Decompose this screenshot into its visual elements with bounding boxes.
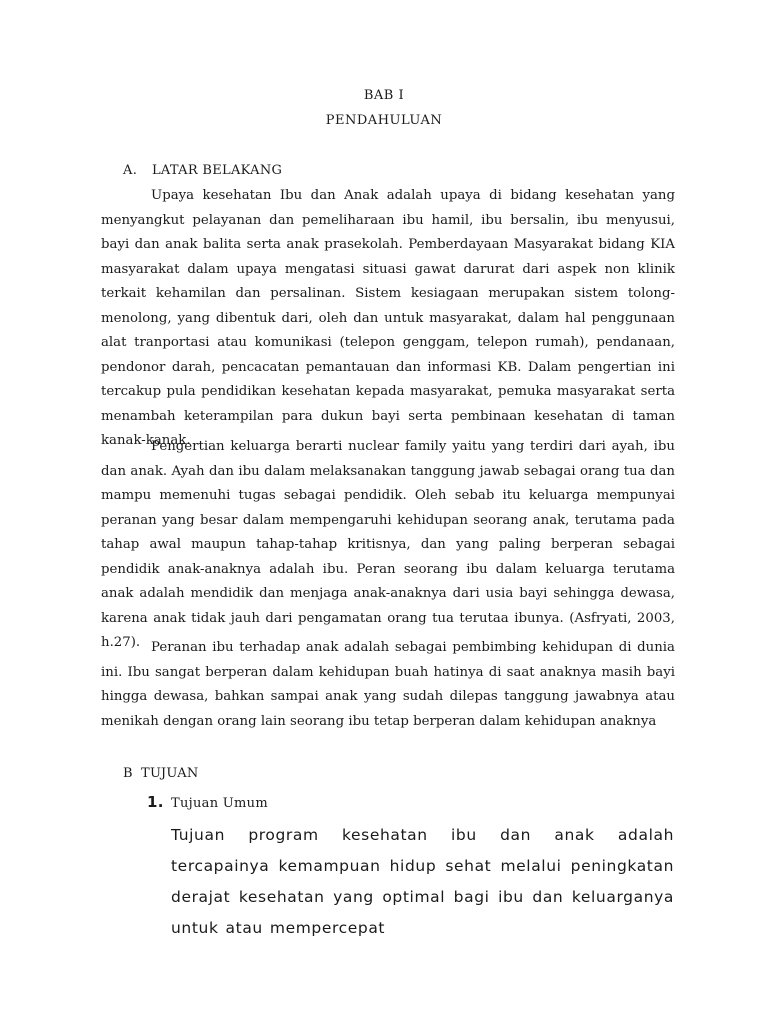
- list-item-title: Tujuan Umum: [171, 796, 268, 811]
- chapter-number: BAB I: [363, 88, 405, 103]
- chapter-title: PENDAHULUAN: [325, 113, 443, 128]
- section-b-title: TUJUAN: [141, 766, 199, 781]
- list-item-number: 1.: [147, 793, 164, 811]
- paragraph-3: [101, 636, 675, 734]
- list-item-body: Tujuan program kesehatan ibu dan anak adalah tercapainya kemampuan hidup sehat melalui peningkatan derajat kesehatan yang optimal bagi ibu dan keluarganya untuk atau mempercepat: [171, 826, 674, 937]
- paragraph-2: [101, 435, 675, 656]
- paragraph-1: [101, 184, 675, 454]
- section-a-title: LATAR BELAKANG: [152, 163, 283, 178]
- paragraph-2-text: Pengertian keluarga berarti nuclear family yaitu yang terdiri dari ayah, ibu dan anak. Ayah dan ibu dalam melaksanakan tanggung jawab sebagai orang tua dan mampu memenuhi tugas sebagai pendidik. Oleh sebab itu keluarga mempunyai peranan yang besar dalam mempengaruhi kehidupan seorang anak, terutama pada tahap awal maupun tahap-tahap kritisnya, dan yang paling berperan sebagai pendidik anak-anaknya adalah ibu. Peran seorang ibu dalam keluarga terutama anak adalah mendidik dan menjaga anak-anaknya dari usia bayi sehingga dewasa, karena anak tidak jauh dari pengamatan orang tua terutaa ibunya. (Asfryati, 2003, h.27).: [101, 439, 675, 650]
- paragraph-1-text: Upaya kesehatan Ibu dan Anak adalah upaya di bidang kesehatan yang menyangkut pelayanan dan pemeliharaan ibu hamil, ibu bersalin, ibu menyusui, bayi dan anak balita serta anak prasekolah. Pemberdayaan Masyarakat bidang KIA masyarakat dalam upaya mengatasi situasi gawat darurat dari aspek non klinik terkait kehamilan dan persalinan. Sistem kesiagaan merupakan sistem tolong-menolong, yang dibentuk dari, oleh dan untuk masyarakat, dalam hal penggunaan alat tranportasi atau komunikasi (telepon genggam, telepon rumah), pendanaan, pendonor darah, pencacatan pemantauan dan informasi KB. Dalam pengertian ini tercakup pula pendidikan kesehatan kepada masyarakat, pemuka masyarakat serta menambah keterampilan para dukun bayi serta pembinaan kesehatan di taman kanak-kanak.: [101, 188, 675, 448]
- section-a-marker: A.: [123, 163, 138, 178]
- section-b-marker: B: [123, 766, 133, 781]
- paragraph-3-text: Peranan ibu terhadap anak adalah sebagai pembimbing kehidupan di dunia ini. Ibu sangat berperan dalam kehidupan buah hatinya di saat anaknya masih bayi hingga dewasa, bahkan sampai anak yang sudah dilepas tanggung jawabnya atau menikah dengan orang lain seorang ibu tetap berperan dalam kehidupan anaknya: [101, 640, 675, 729]
